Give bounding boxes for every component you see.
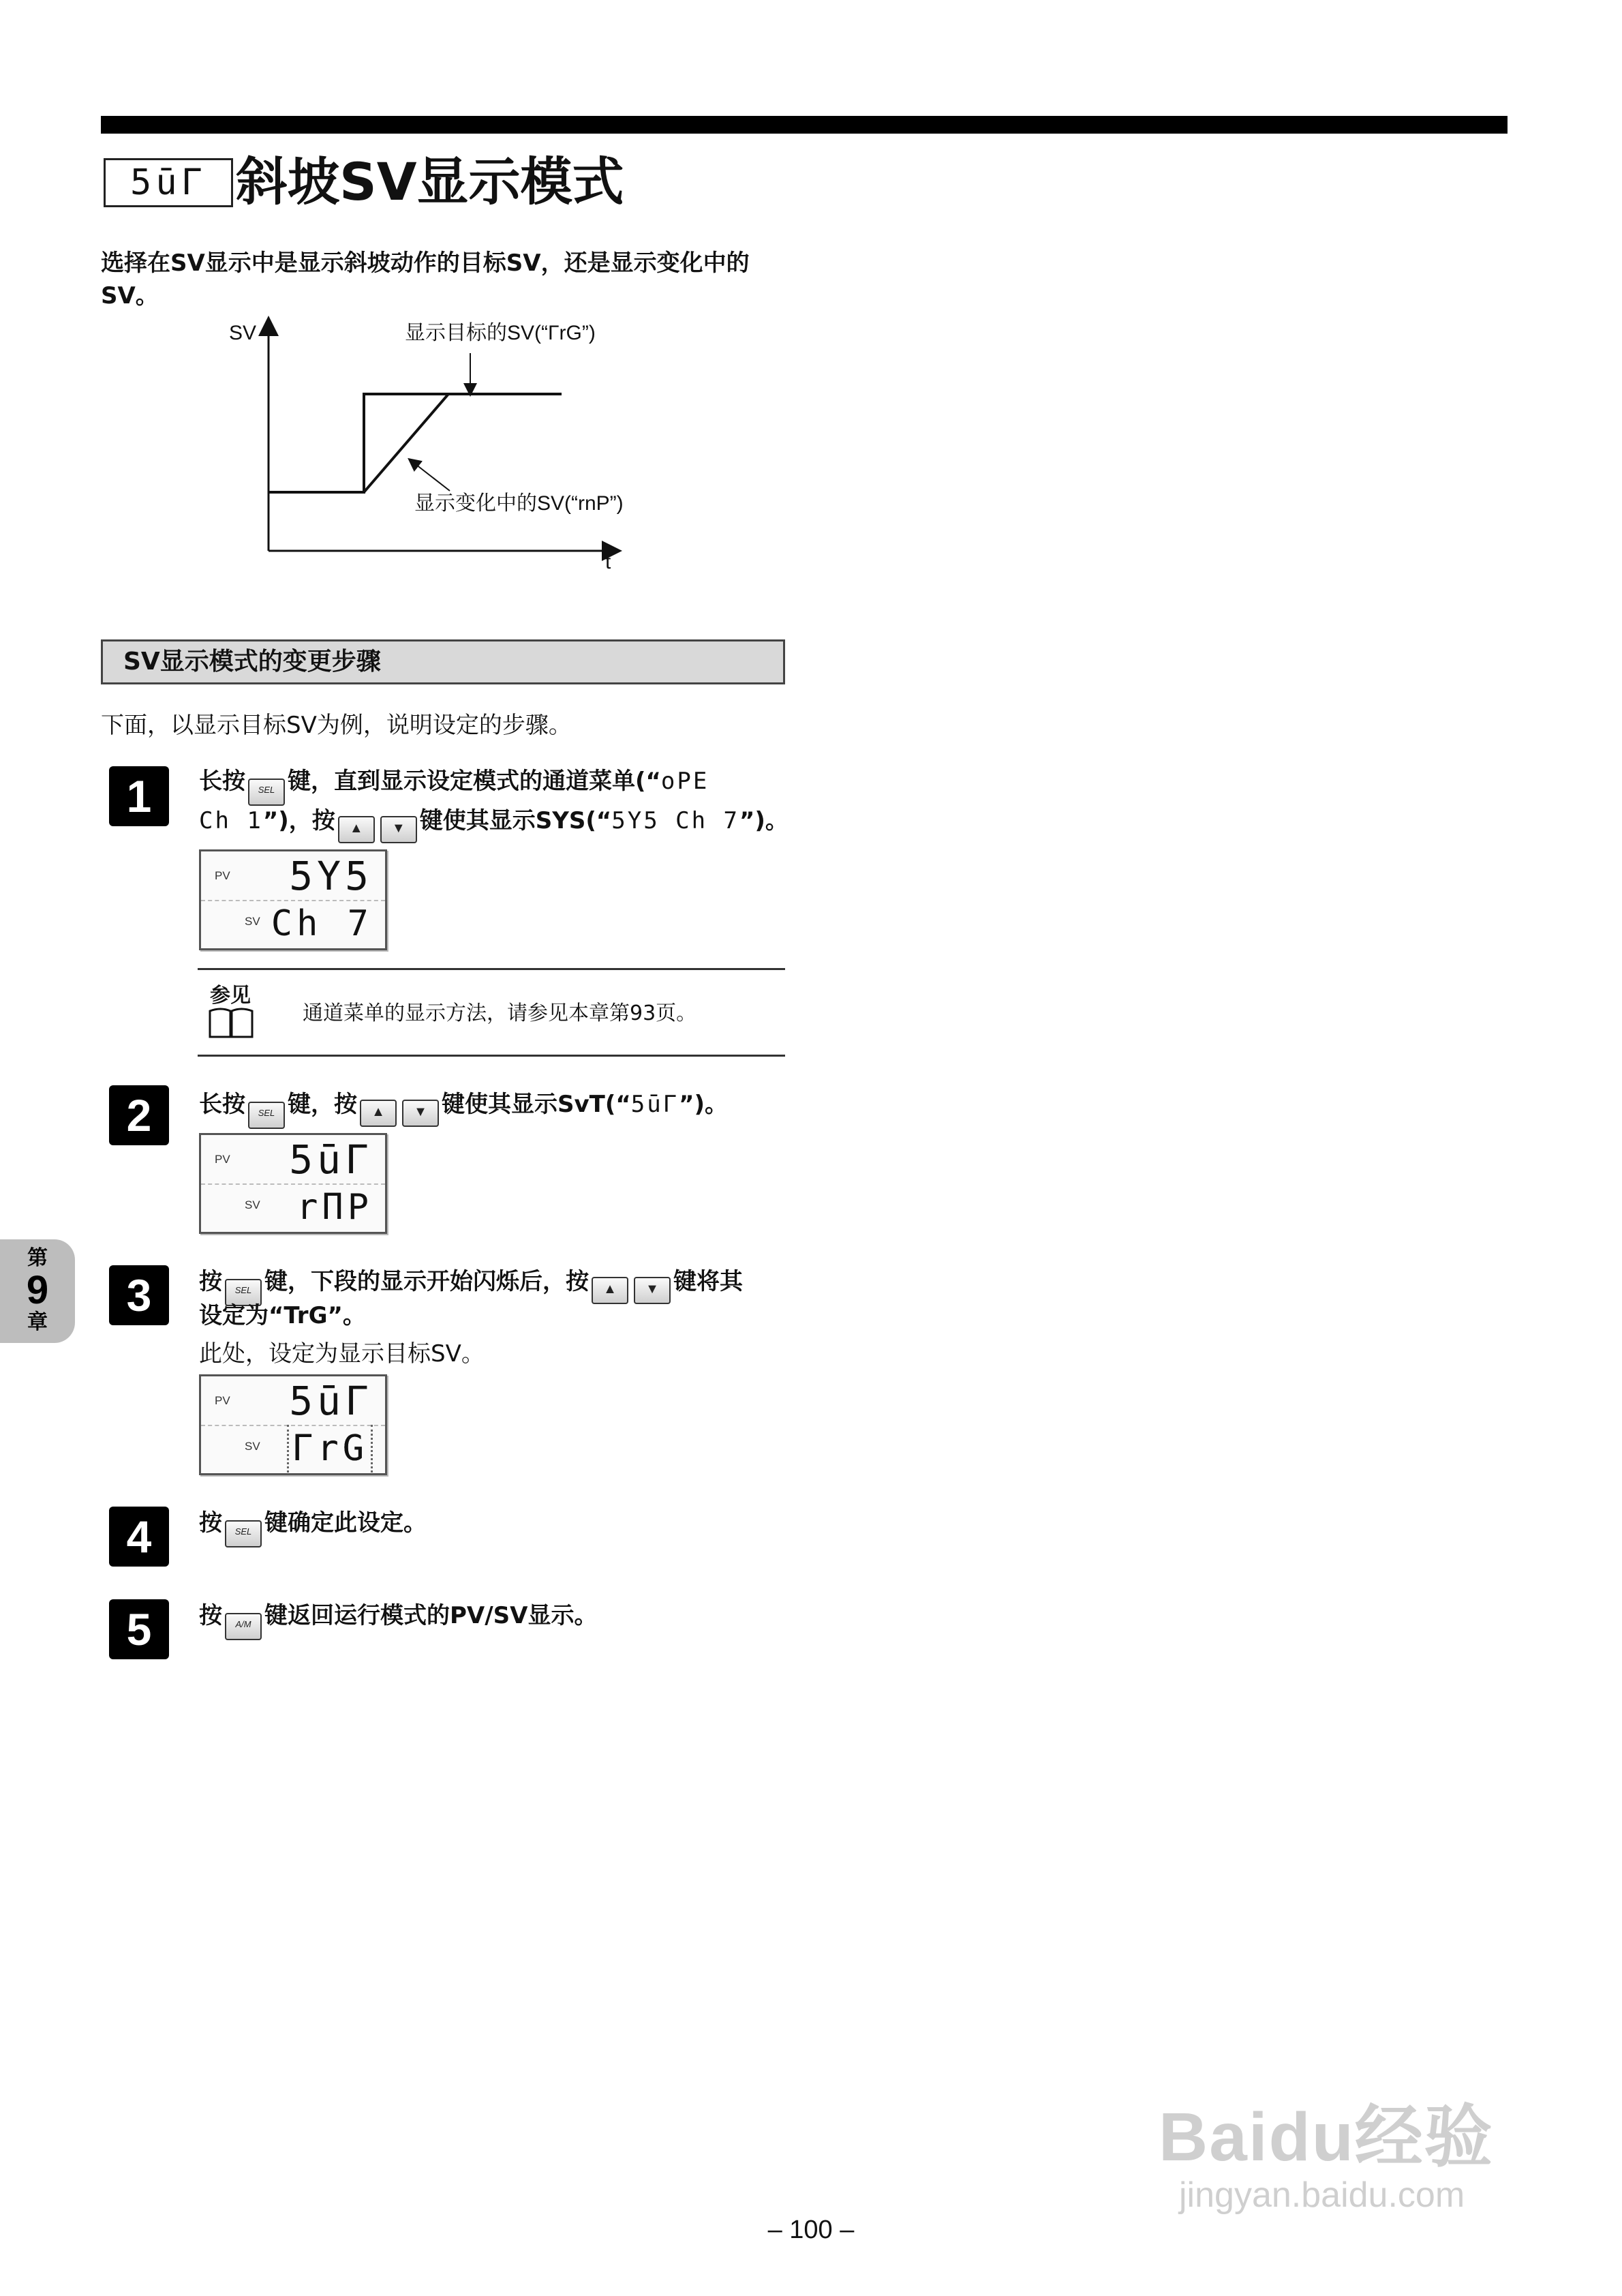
step-1-line-1 — [199, 762, 709, 806]
down-key-icon: ▼ — [634, 1277, 671, 1304]
target-annotation: 显示目标的SV(“ΓrG”) — [405, 322, 596, 344]
step-1-code-ch1: Ch 1 — [199, 807, 263, 834]
chapter-tab — [0, 1239, 75, 1343]
page-title: 斜坡SV显示模式 — [236, 151, 624, 212]
step-3-text-c: 键将其 — [673, 1268, 743, 1295]
step-4-text-a: 按 — [199, 1509, 222, 1537]
step-1-text-a: 长按 — [199, 768, 245, 795]
pv-label: PV — [215, 1153, 230, 1166]
step-1-lcd — [199, 849, 387, 950]
step-3-note: 此处，设定为显示目标SV。 — [199, 1340, 485, 1368]
step-1-code-sys: 5Y5 Ch 7 — [611, 807, 740, 834]
top-rule — [101, 116, 1508, 134]
sel-key-icon: SEL — [248, 779, 285, 806]
sv-display-blinking: ΓrG — [287, 1425, 373, 1472]
target-sv-line — [269, 394, 562, 492]
changing-annotation: 显示变化中的SV(“rnP”) — [414, 492, 624, 515]
chapter-suffix: 章 — [27, 1310, 48, 1334]
watermark-url: jingyan.baidu.com — [1179, 2175, 1465, 2215]
step-1-text-c: ”)，按 — [262, 807, 335, 834]
step-5-line-1 — [199, 1597, 597, 1640]
pv-display: 5Y5 — [289, 853, 373, 899]
page-number: – 100 – — [767, 2216, 855, 2244]
step-5-badge: 5 — [109, 1599, 169, 1659]
step-2-text-c: 键使其显示SvT(“ — [442, 1091, 631, 1118]
up-key-icon: ▲ — [360, 1100, 397, 1127]
step-1-text-e: ”)。 — [739, 807, 789, 834]
sel-key-icon: SEL — [248, 1102, 285, 1129]
sel-key-icon: SEL — [225, 1279, 262, 1306]
changing-leader — [413, 462, 450, 491]
step-2-text-b: 键，按 — [288, 1091, 357, 1118]
section-header: SV显示模式的变更步骤 — [101, 639, 785, 684]
sv-label: SV — [245, 1198, 260, 1211]
watermark-logo-text: Baidu经验 — [1159, 2099, 1494, 2175]
baidu-watermark — [1159, 2100, 1494, 2216]
step-1-code-ope: oPE — [660, 768, 709, 795]
y-axis-label: SV — [229, 322, 257, 344]
step-5-text-b: 键返回运行模式的PV/SV显示。 — [264, 1602, 598, 1629]
up-key-icon: ▲ — [338, 816, 375, 843]
step-4-badge: 4 — [109, 1507, 169, 1567]
step-1-text-b: 键，直到显示设定模式的通道菜单(“ — [288, 768, 661, 795]
x-axis-label: t — [605, 551, 611, 573]
book-icon — [207, 1007, 255, 1040]
chapter-number: 9 — [26, 1268, 49, 1312]
down-key-icon: ▼ — [402, 1100, 439, 1127]
changing-sv-line — [364, 394, 448, 492]
reference-label: 参见 — [210, 984, 251, 1008]
reference-note — [198, 968, 785, 1057]
reference-text: 通道菜单的显示方法，请参见本章第93页。 — [303, 1001, 697, 1025]
step-2-text-a: 长按 — [199, 1091, 245, 1118]
section-lead: 下面，以显示目标SV为例，说明设定的步骤。 — [101, 712, 572, 739]
sv-label: SV — [245, 915, 260, 928]
sel-key-icon: SEL — [225, 1520, 262, 1547]
step-2-code-svt: 5ūΓ — [630, 1091, 679, 1118]
step-3-text-b: 键，下段的显示开始闪烁后，按 — [264, 1268, 589, 1295]
step-2-text-d: ”)。 — [679, 1091, 729, 1118]
pv-display: 5ūΓ — [289, 1378, 373, 1424]
chapter-prefix: 第 — [27, 1246, 48, 1270]
step-1-badge: 1 — [109, 766, 169, 826]
step-2-line-1 — [199, 1085, 728, 1129]
down-key-icon: ▼ — [380, 816, 417, 843]
step-4-line-1 — [199, 1504, 427, 1547]
step-5-text-a: 按 — [199, 1602, 222, 1629]
step-2-badge: 2 — [109, 1085, 169, 1145]
step-3-lcd — [199, 1374, 387, 1475]
step-3-text-a: 按 — [199, 1268, 222, 1295]
sv-display: Ch 7 — [271, 903, 373, 944]
sv-display: rΠP — [296, 1187, 373, 1228]
intro-paragraph: 选择在SV显示中是显示斜坡动作的目标SV，还是显示变化中的SV。 — [101, 250, 750, 309]
step-2-lcd — [199, 1133, 387, 1234]
pv-display: 5ūΓ — [289, 1136, 373, 1183]
up-key-icon: ▲ — [592, 1277, 628, 1304]
am-key-icon: A/M — [225, 1613, 262, 1640]
title-code-text: 5ūΓ — [130, 162, 206, 203]
step-4-text-b: 键确定此设定。 — [264, 1509, 427, 1537]
sv-label: SV — [245, 1440, 260, 1453]
title-segment-code — [104, 158, 233, 207]
step-3-badge: 3 — [109, 1265, 169, 1325]
step-3-line-2: 设定为“TrG”。 — [199, 1302, 366, 1329]
ramp-graph — [218, 312, 641, 585]
step-1-line-2 — [199, 802, 789, 843]
step-1-text-d: 键使其显示SYS(“ — [419, 807, 612, 834]
pv-label: PV — [215, 1394, 230, 1407]
pv-label: PV — [215, 869, 230, 882]
